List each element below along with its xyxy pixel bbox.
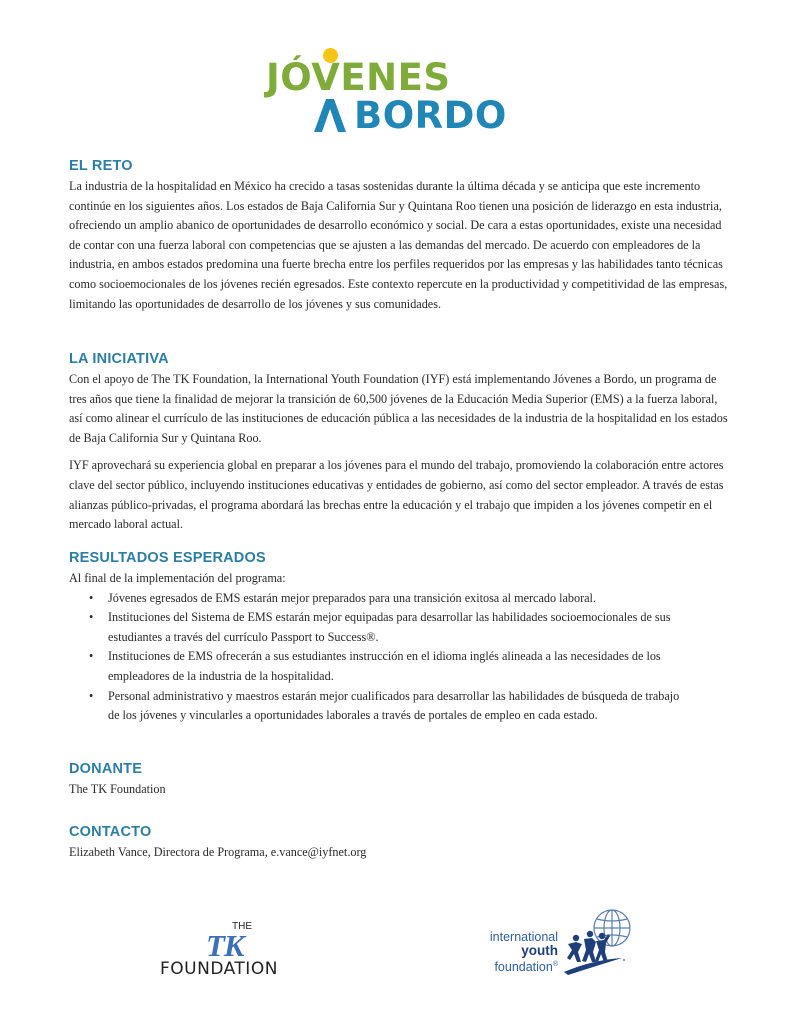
results-list [69,589,729,726]
tk-logo-the: THE [232,921,252,932]
section-heading: CONTACTO [69,824,152,840]
jovenes-a-bordo-logo [266,44,536,139]
section-heading: RESULTADOS ESPERADOS [69,550,266,566]
registered-mark: ® [552,961,558,968]
section-heading: LA INICIATIVA [69,351,169,367]
bullet-icon: • [89,688,94,703]
tk-foundation-logo [160,918,320,980]
section-paragraph: Con el apoyo de The TK Foundation, la International Youth Foundation (IYF) está implementando Jóvenes a Bordo, un programa de tres años que tiene la finalidad de mejorar la transición de 60,500 jóvenes de la Educación Media Superior (EMS) a la fuerza laboral, así como alinear el currículo de las instituciones de educación pública a las necesidades de la industria de la hospitalidad en los estados de Baja California Sur y Quintana Roo. [69,372,728,445]
section-paragraph: La industria de la hospitalidad en México ha crecido a tasas sostenidas durante la última década y se anticipa que este incremento continúe en los siguientes años. Los estados de Baja California Sur y Quintana Roo tienen una posición de liderazgo en esta industria, ofreciendo un amplio abanico de oportunidades de desarrollo económico y social. De cara a estas oportunidades, existe una necesidad de contar con una fuerza laboral con competencias que se ajusten a las demandas del mercado. De acuerdo con empleadores de la industria, en ambos estados predomina una fuerte brecha entre los perfiles requeridos por las empresas y las habilidades tanto técnicas como socioemocionales de los jóvenes recién egresados. Este contexto repercute en la productividad y competitividad de las empresas, limitando las oportunidades de desarrollo de los jóvenes y sus comunidades. [69,179,728,311]
bullet-icon: • [89,649,94,664]
iyf-globe-figures-icon [562,908,634,976]
bullet-icon: • [89,610,94,625]
donor-name: The TK Foundation [69,782,166,796]
list-item-text: Jóvenes egresados de EMS estarán mejor preparados para una transición exitosa al mercado laboral. [108,590,596,605]
tk-logo-foundation: FOUNDATION [160,959,278,979]
list-item [89,608,729,647]
iyf-logo-line-youth: youth [521,943,558,958]
bullet-icon: • [89,590,94,605]
list-item-text: Personal administrativo y maestros estarán mejor cualificados para desarrollar las habilidades de búsqueda de trabajo de los jóvenes y vincularles a oportunidades laborales a través de portales de empleo en cada estado. [108,688,680,723]
list-item [89,589,729,609]
section-la-iniciativa [69,350,729,535]
list-item-text: Instituciones de EMS ofrecerán a sus estudiantes instrucción en el idioma inglés alineada a las necesidades de los empleadores de la industria de la hospitalidad. [108,649,661,683]
section-heading: DONANTE [69,761,143,777]
section-paragraph: IYF aprovechará su experiencia global en preparar a los jóvenes para el mundo del trabajo, promoviendo la colaboración entre actores clave del sector público, incluyendo instituciones educativas y entidades de gobierno, así como del sector empleador. A través de estas alianzas público-privadas, el programa abordará las brechas entre la educación y el trabajo que impiden a los jóvenes competir en el mercado laboral actual. [69,458,724,532]
logo-a-lambda-icon [314,99,346,132]
section-contacto [69,823,729,863]
section-el-reto [69,157,729,314]
section-heading: EL RETO [69,158,133,174]
logo-line-jovenes: JÓVENES [266,56,451,99]
section-donante [69,760,729,800]
list-item [89,647,729,686]
contact-info: Elizabeth Vance, Directora de Programa, e.vance@iyfnet.org [69,845,367,859]
list-item [89,687,729,726]
iyf-logo-line-international: international [489,930,558,944]
iyf-logo-line-foundation: foundation [494,960,553,975]
section-resultados-esperados [69,549,729,726]
section-intro: Al final de la implementación del programa: [69,571,286,585]
list-item-text: Instituciones del Sistema de EMS estarán mejor equipadas para desarrollar las habilidades socioemocionales de sus estudiantes a través del currículo Passport to Success®. [108,610,671,644]
logo-line-bordo: BORDO [354,94,507,137]
iyf-logo-text [490,930,558,974]
tk-logo-mark: TK [206,928,244,963]
iyf-logo [470,908,640,978]
